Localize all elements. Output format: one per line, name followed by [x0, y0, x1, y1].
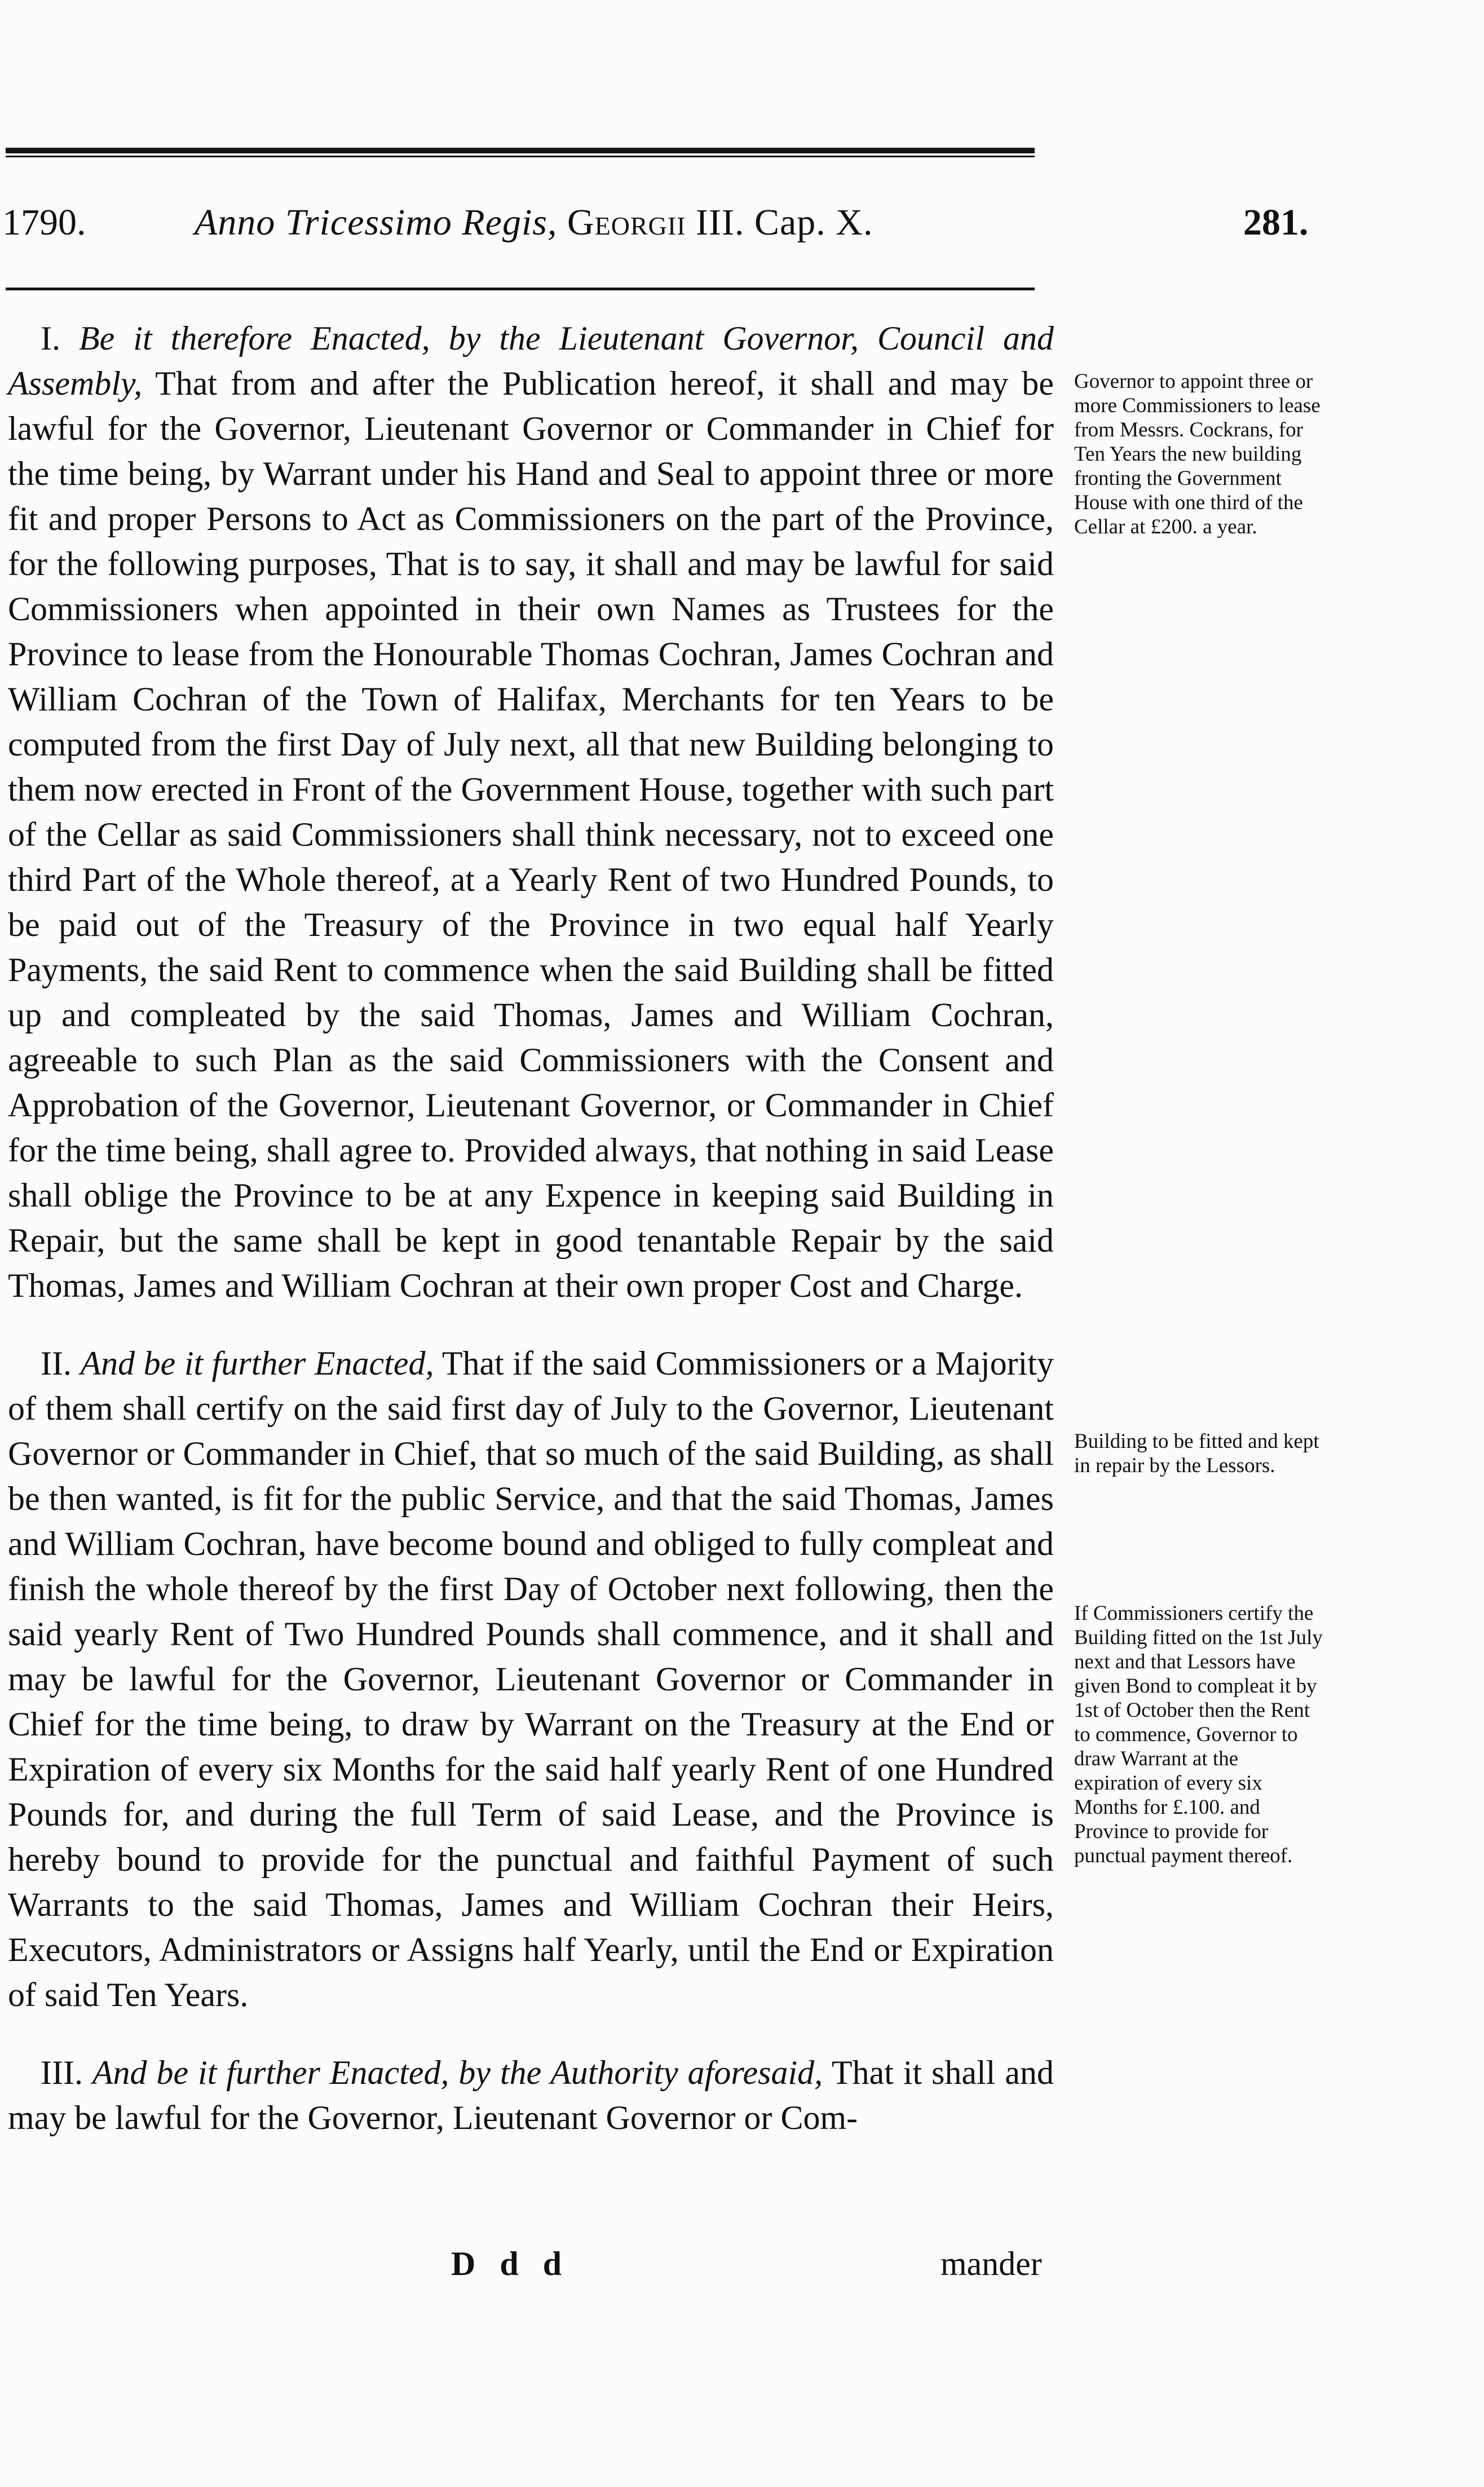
section-2 — [8, 1341, 1054, 2017]
header-title-regnal-year: Anno Tricessimo Regis, — [195, 202, 558, 243]
header-top-rule — [6, 148, 1035, 157]
margin-note-commissioners: Governor to appoint three or more Commissioners to lease from Messrs. Cockrans, for Ten Years the new building fronting the Government House with one third of the Cellar at £200. a year. — [1074, 370, 1320, 538]
header-title-king: Georgii — [567, 202, 686, 243]
header-title — [195, 192, 873, 254]
statute-body — [8, 316, 1054, 2140]
section-3-numeral: III. — [41, 2054, 83, 2091]
page-footer — [0, 2241, 1484, 2286]
page-number: 281. — [1243, 202, 1309, 243]
section-1-text: That from and after the Publication hereof, it shall and may be lawful for the Governor, Lieutenant Governor or Commander in Chief for the time being, by Warrant under his Hand and Seal to appoint three or more fit and proper Persons to Act as Commissioners on the part of the Province, for the following purposes, That is to say, it shall and may be lawful for said Commissioners when appointed in their own Names as Trustees for the Province to lease from the Honourable Thomas Cochran, James Cochran and William Cochran of the Town of Halifax, Merchants for ten Years to be computed from the first Day of July next, all that new Building belonging to them now erected in Front of the Government House, together with such part of the Cellar as said Commissioners shall think necessary, not to exceed one third Part of the Whole thereof, at a Yearly Rent of two Hundred Pounds, to be paid out of the Treasury of the Province in two equal half Yearly Payments, the said Rent to commence when the said Building shall be fitted up and compleated by the said Thomas, James and William Cochran, agreeable to such Plan as the said Commissioners with the Consent and Approbation of the Governor, Lieutenant Governor, or Commander in Chief for the time being, shall agree to. Provided always, that nothing in said Lease shall oblige the Province to be at any Expence in keeping said Building in Repair, but the same shall be kept in good tenantable Repair by the said Thomas, James and William Cochran at their own proper Cost and Charge. — [8, 365, 1054, 1304]
header-year: 1790. — [2, 202, 86, 243]
margin-note-repair: Building to be fitted and kept in repair by the Lessors. — [1074, 1430, 1319, 1477]
section-3 — [8, 2050, 1054, 2140]
running-header — [0, 192, 1484, 254]
margin-note-rent: If Commissioners certify the Building fitted on the 1st July next and that Lessors have given Bond to compleat it by 1st of October then the Rent to commence, Governor to draw Warrant at the expiration of every six Months for £.100. and Province to provide for punctual payment thereof. — [1074, 1602, 1323, 1867]
catchword: mander — [940, 2245, 1042, 2282]
signature-mark: D d d — [451, 2245, 570, 2282]
section-2-enacting-clause: And be it further Enacted, — [80, 1345, 434, 1382]
section-3-text: That it shall and may be lawful for the Governor, Lieutenant Governor or Com- — [8, 2054, 1054, 2136]
section-1 — [8, 316, 1054, 1308]
section-2-numeral: II. — [41, 1345, 72, 1382]
header-title-chapter: III. Cap. X. — [696, 202, 873, 243]
section-1-enacting-clause: Be it therefore Enacted, by the Lieutenant Governor, Council and Assembly, — [8, 320, 1054, 402]
section-3-enacting-clause: And be it further Enacted, by the Authority aforesaid, — [92, 2054, 823, 2091]
section-1-numeral: I. — [41, 320, 60, 357]
section-2-text: That if the said Commissioners or a Majority of them shall certify on the said first day of July to the Governor, Lieutenant Governor or Commander in Chief, that so much of the said Building, as shall be then wanted, is fit for the public Service, and that the said Thomas, James and William Cochran, have become bound and obliged to fully compleat and finish the whole thereof by the first Day of October next following, then the said yearly Rent of Two Hundred Pounds shall commence, and it shall and may be lawful for the Governor, Lieutenant Governor or Commander in Chief for the time being, to draw by Warrant on the Treasury at the End or Expiration of every six Months for the said half yearly Rent of one Hundred Pounds for, and during the full Term of said Lease, and the Province is hereby bound to provide for the punctual and faithful Payment of such Warrants to the said Thomas, James and William Cochran their Heirs, Executors, Administrators or Assigns half Yearly, until the End or Expiration of said Ten Years. — [8, 1345, 1054, 2013]
header-bottom-rule — [6, 288, 1035, 290]
